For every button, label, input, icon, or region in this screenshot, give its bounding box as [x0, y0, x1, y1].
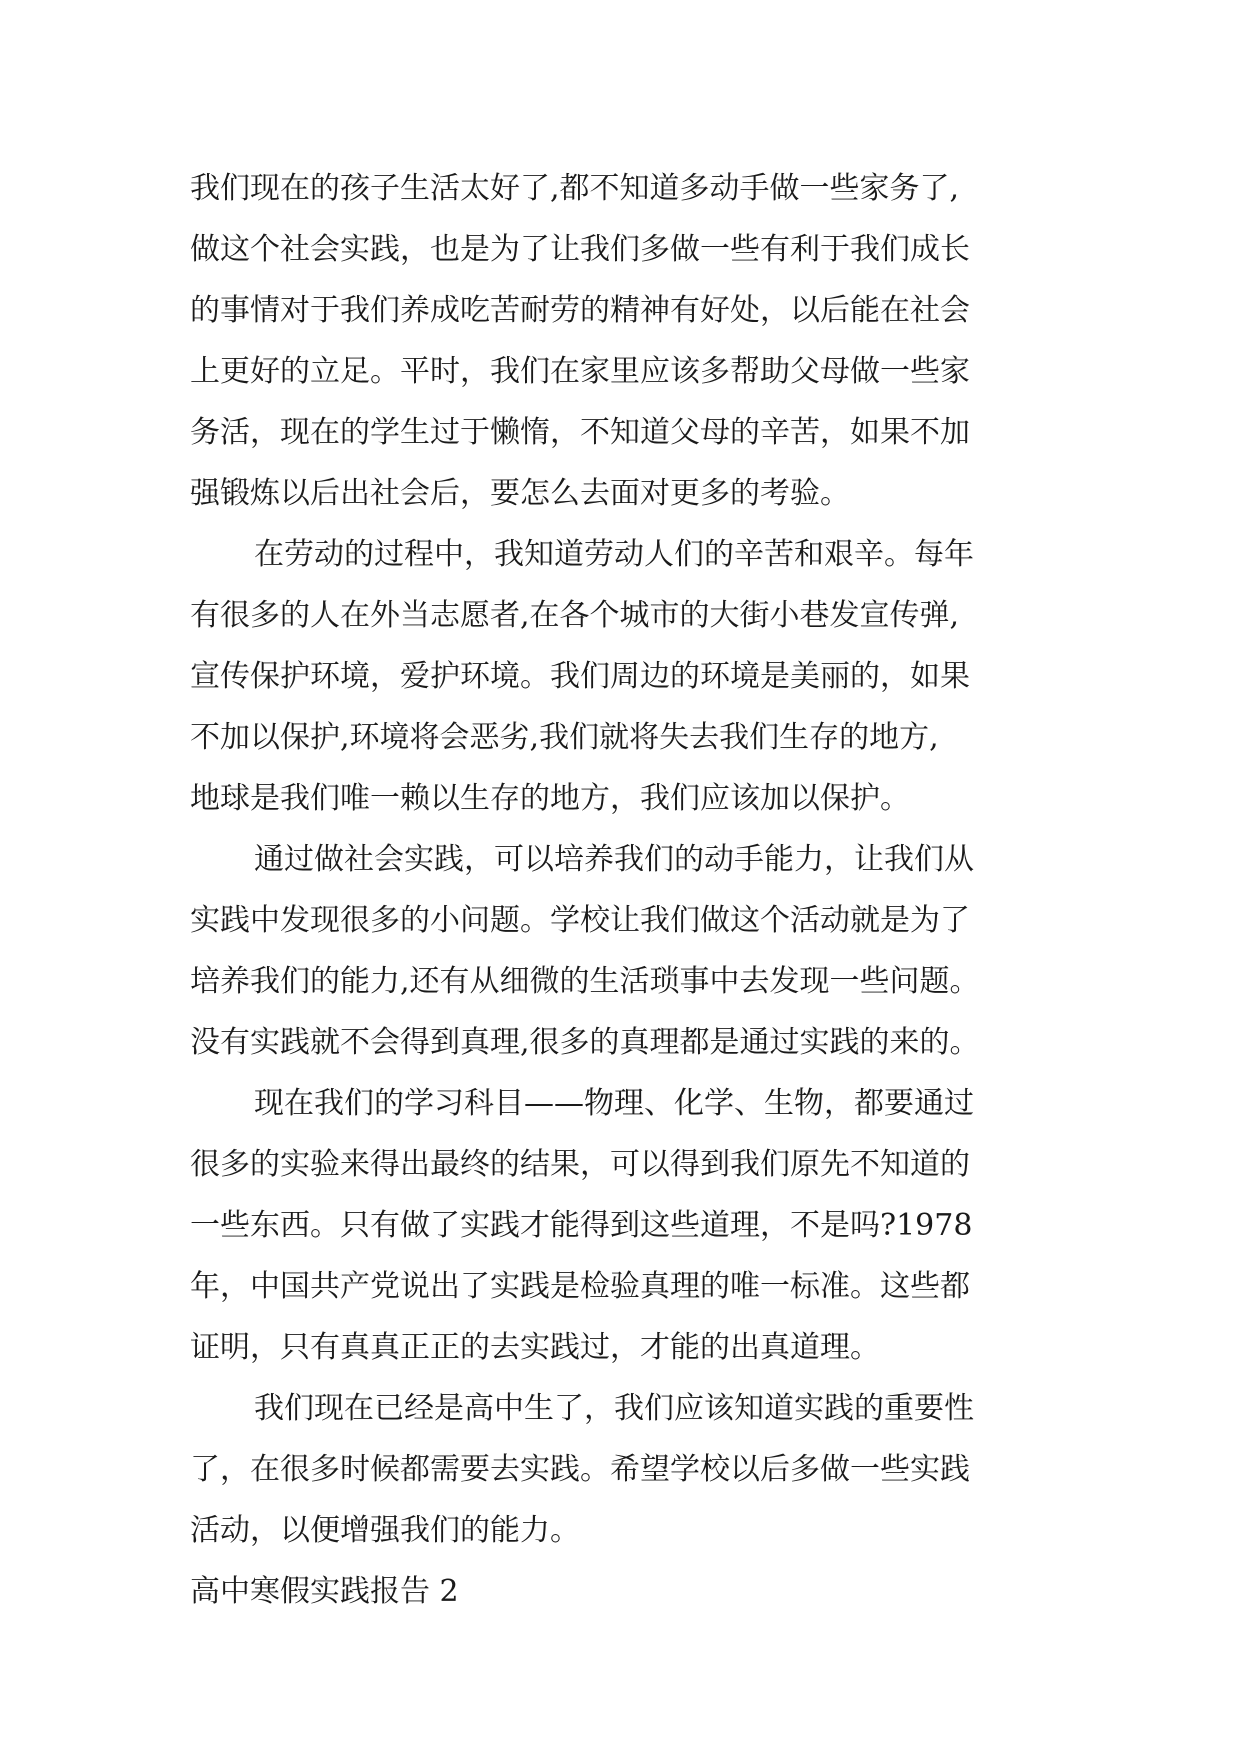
text-line: 我们现在的孩子生活太好了,都不知道多动手做一些家务了,	[190, 171, 960, 206]
text-line: 一些东西。只有做了实践才能得到这些道理，不是吗?1978	[190, 1208, 973, 1243]
text-line: 地球是我们唯一赖以生存的地方，我们应该加以保护。	[190, 781, 910, 816]
text-line: 证明，只有真真正正的去实践过，才能的出真道理。	[190, 1330, 880, 1365]
text-line: 强锻炼以后出社会后，要怎么去面对更多的考验。	[190, 476, 850, 511]
text-line: 培养我们的能力,还有从细微的生活琐事中去发现一些问题。	[190, 964, 980, 999]
text-line: 我们现在已经是高中生了，我们应该知道实践的重要性	[254, 1391, 974, 1426]
text-line: 宣传保护环境，爱护环境。我们周边的环境是美丽的，如果	[190, 659, 970, 694]
text-line: 的事情对于我们养成吃苦耐劳的精神有好处，以后能在社会	[190, 293, 970, 328]
text-line: 上更好的立足。平时，我们在家里应该多帮助父母做一些家	[190, 354, 970, 389]
text-line: 实践中发现很多的小问题。学校让我们做这个活动就是为了	[190, 903, 970, 938]
paragraph-1	[190, 158, 1090, 524]
text-line: 年，中国共产党说出了实践是检验真理的唯一标准。这些都	[190, 1269, 970, 1304]
text-line: 有很多的人在外当志愿者,在各个城市的大街小巷发宣传弹,	[190, 598, 960, 633]
text-line: 很多的实验来得出最终的结果，可以得到我们原先不知道的	[190, 1147, 970, 1182]
text-line: 不加以保护,环境将会恶劣,我们就将失去我们生存的地方,	[190, 720, 939, 755]
paragraph-2	[190, 524, 1090, 829]
text-line: 务活，现在的学生过于懒惰，不知道父母的辛苦，如果不加	[190, 415, 970, 450]
text-line: 做这个社会实践，也是为了让我们多做一些有利于我们成长	[190, 232, 970, 267]
text-line: 在劳动的过程中，我知道劳动人们的辛苦和艰辛。每年	[254, 537, 974, 572]
document-body	[190, 158, 1090, 1622]
paragraph-5	[190, 1378, 1090, 1561]
text-line: 现在我们的学习科目——物理、化学、生物，都要通过	[254, 1086, 974, 1121]
section-heading: 高中寒假实践报告 2	[190, 1574, 459, 1609]
text-line: 了，在很多时候都需要去实践。希望学校以后多做一些实践	[190, 1452, 970, 1487]
text-line: 通过做社会实践，可以培养我们的动手能力，让我们从	[254, 842, 974, 877]
paragraph-3	[190, 829, 1090, 1073]
paragraph-4	[190, 1073, 1090, 1378]
text-line: 活动，以便增强我们的能力。	[190, 1513, 580, 1548]
text-line: 没有实践就不会得到真理,很多的真理都是通过实践的来的。	[190, 1025, 980, 1060]
